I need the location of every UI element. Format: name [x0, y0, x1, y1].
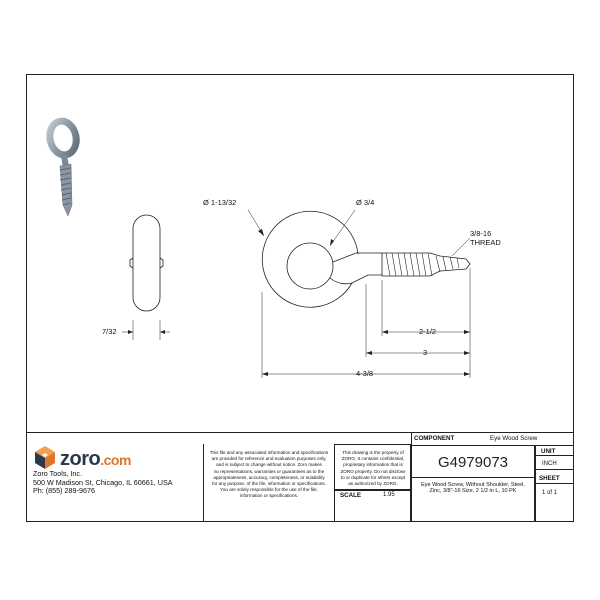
side-view	[122, 215, 170, 340]
dim-overall-length: 4-3/8	[356, 369, 374, 378]
dim-inner-diameter: Ø 3/4	[356, 198, 375, 207]
company-name: Zoro Tools, Inc.	[33, 469, 83, 478]
part-number: G4979073	[437, 454, 509, 471]
description	[413, 482, 533, 495]
company-phone: Ph: (855) 289-9676	[33, 486, 95, 496]
disclaimer-line: and is subject to change without notice. Zoro makes	[216, 462, 322, 468]
unit-value: INCH	[542, 461, 557, 467]
disclaimer-line: You are solely responsible for the use of the file,	[220, 487, 318, 493]
component-label: COMPONENT	[414, 435, 455, 442]
dim-side-width: 7/32	[102, 327, 117, 336]
scale-value: 1.95	[383, 492, 395, 498]
property-line: ZORO. It contains confidential,	[341, 456, 405, 462]
sheet-value: 1 of 1	[542, 490, 558, 496]
disclaimer-line: appropriateness, accuracy, completeness, or suitability	[213, 474, 325, 480]
property-text	[336, 450, 410, 487]
disclaimer-line: are provided for reference and evaluation purposes only,	[211, 456, 327, 462]
disclaimer-line: information or specifications.	[239, 493, 299, 499]
description-line: Eye Wood Screw, Without Shoulder, Steel,	[421, 482, 525, 488]
description-line: Zinc, 3/8"-16 Size, 2 1/2 in L, 10 PK	[429, 488, 517, 495]
front-view	[248, 210, 470, 378]
disclaimer-line: no representations, warranties or guarantees as to the	[213, 468, 325, 474]
scale-label: SCALE	[340, 492, 361, 499]
dim-thread-size: 3/8-16	[470, 229, 492, 238]
dim-thread-label: THREAD	[470, 238, 501, 247]
disclaimer-text	[204, 450, 334, 500]
unit-label: UNIT	[541, 448, 556, 455]
disclaimer-line: This file and any associated information and specifications	[209, 450, 329, 455]
component-value: Eye Wood Screw	[490, 435, 538, 442]
dim-outer-diameter: Ø 1-13/32	[203, 198, 237, 207]
dim-shank-length: 3	[423, 348, 428, 357]
isometric-render	[47, 119, 80, 216]
sheet-label: SHEET	[539, 475, 560, 482]
property-line: proprietary information that is	[343, 462, 403, 468]
disclaimer-line: for any purpose, of the file, information or specifications.	[212, 480, 326, 486]
property-line: as authorized by ZORO.	[348, 480, 398, 486]
zoro-logo	[60, 448, 131, 471]
dim-thread-length: 2-1/2	[419, 327, 437, 336]
property-line: This drawing is the property of	[342, 450, 404, 455]
company-info	[33, 470, 173, 496]
property-line: ZORO property. Do not disclose	[340, 468, 406, 474]
property-line: to or duplicate for others except	[340, 474, 406, 480]
company-address: 500 W Madison St, Chicago, IL 60661, USA	[33, 477, 173, 487]
logo-main: zoro	[60, 448, 101, 470]
logo-suffix: .com	[100, 452, 131, 468]
